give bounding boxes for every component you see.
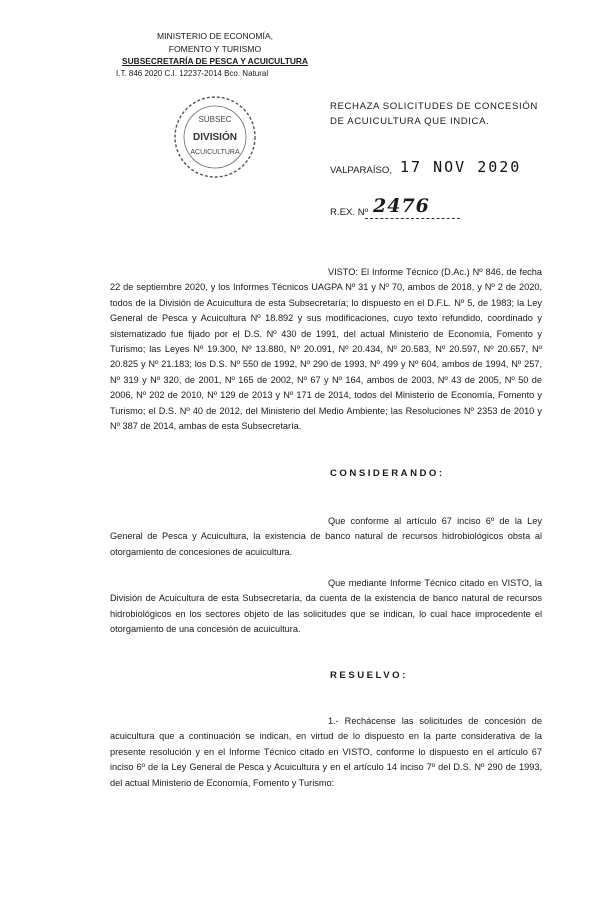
visto-text: VISTO: El Informe Técnico (D.Ac.) Nº 846, de fecha 22 de septiembre 2020, y los Informes Técnicos UAGPA Nº 31 y Nº 70, ambos de 2018, y Nº 2 de 2020, todos de la División de Acuicultura de esta Subsecretaría; lo dispuesto en el D.F.L. Nº 5, de 1983; la Ley General de Pesca y Acuicultura Nº 18.892 y sus modificaciones, cuyo texto refundido, coordinado y sistematizado fue fijado por el D.S. Nº 430 de 1991, del actual Ministerio de Economía, Fomento y Turismo; las Leyes Nº 19.300, Nº 13.880, Nº 20.091, Nº 20.434, Nº 20.583, Nº 20.597, Nº 20.657, Nº 20.825 y Nº 21.183; los D.S. Nº 550 de 1992, Nº 290 de 1993, Nº 499 y Nº 604, ambos de 1994, Nº 257, Nº 319 y Nº 320, de 2001, Nº 165 de 2002, Nº 67 y Nº 164, ambos de 2003, Nº 43 de 2005, Nº 50 de 2006, Nº 202 de 2010, Nº 129 de 2013 y Nº 171 de 2014, todos del Ministerio de Economía, Fomento y Turismo; el D.S. Nº 40 de 2012, del Ministerio del Medio Ambiente; las Resoluciones Nº 2353 de 2010 y Nº 387 de 2014, ambas de esta Subsecretaría.: [110, 267, 542, 432]
rex-underline: [365, 218, 460, 219]
resuelvo-heading: RESUELVO:: [330, 670, 408, 681]
reference-line: I.T. 846 2020 C.I. 12237-2014 Bco. Natural: [116, 68, 269, 78]
stamp-text-3: ACUICULTURA: [190, 149, 240, 156]
considerando-2-paragraph: [110, 576, 542, 638]
considerando-1-text: Que conforme al artículo 67 inciso 6º de la Ley General de Pesca y Acuicultura, la existencia de banco natural de recursos hidrobiológicos obsta al otorgamiento de concesiones de acuicultura.: [110, 516, 542, 557]
ministry-name: MINISTERIO DE ECONOMÍA,: [156, 31, 274, 41]
rex-label: R.EX. Nº: [330, 207, 369, 218]
considerando-1-paragraph: [110, 514, 542, 560]
official-stamp-icon: [172, 94, 258, 180]
considerando-2-text: Que mediante Informe Técnico citado en VISTO, la División de Acuicultura de esta Subsecretaría, da cuenta de la existencia de banco natural de recursos hidrobiológicos en los sectores objeto de las solicitudes que se indican, lo cual hace improcedente el otorgamiento de una concesión de acuicultura.: [110, 578, 542, 635]
date-stamp: 17 NOV 2020: [400, 158, 522, 176]
subsecretaria-name: SUBSECRETARÍA DE PESCA Y ACUICULTURA: [122, 56, 308, 66]
letterhead: [110, 30, 320, 80]
stamp-text-2: DIVISIÓN: [193, 132, 237, 143]
visto-paragraph: [110, 265, 542, 434]
place-label: VALPARAÍSO,: [330, 165, 393, 176]
rex-number: 2476: [373, 195, 430, 217]
resolution-title: RECHAZA SOLICITUDES DE CONCESIÓN DE ACUICULTURA QUE INDICA.: [330, 101, 538, 127]
resuelvo-1-paragraph: [110, 714, 542, 791]
considerando-heading: CONSIDERANDO:: [330, 468, 445, 479]
resuelvo-1-text: 1.- Rechácense las solicitudes de concesión de acuicultura que a continuación se indican, en virtud de lo dispuesto en la parte considerativa de la presente resolución y en el Informe Técnico citado en VISTO, conforme lo dispuesto en el artículo 67 inciso 6º de la Ley General de Pesca y Acuicultura y en el artículo 14 inciso 7º del D.S. Nº 290 de 1993, del actual Ministerio de Economía, Fomento y Turismo:: [110, 716, 542, 788]
stamp-text-1: SUBSEC: [198, 115, 232, 124]
ministry-subname: FOMENTO Y TURISMO: [168, 43, 262, 54]
